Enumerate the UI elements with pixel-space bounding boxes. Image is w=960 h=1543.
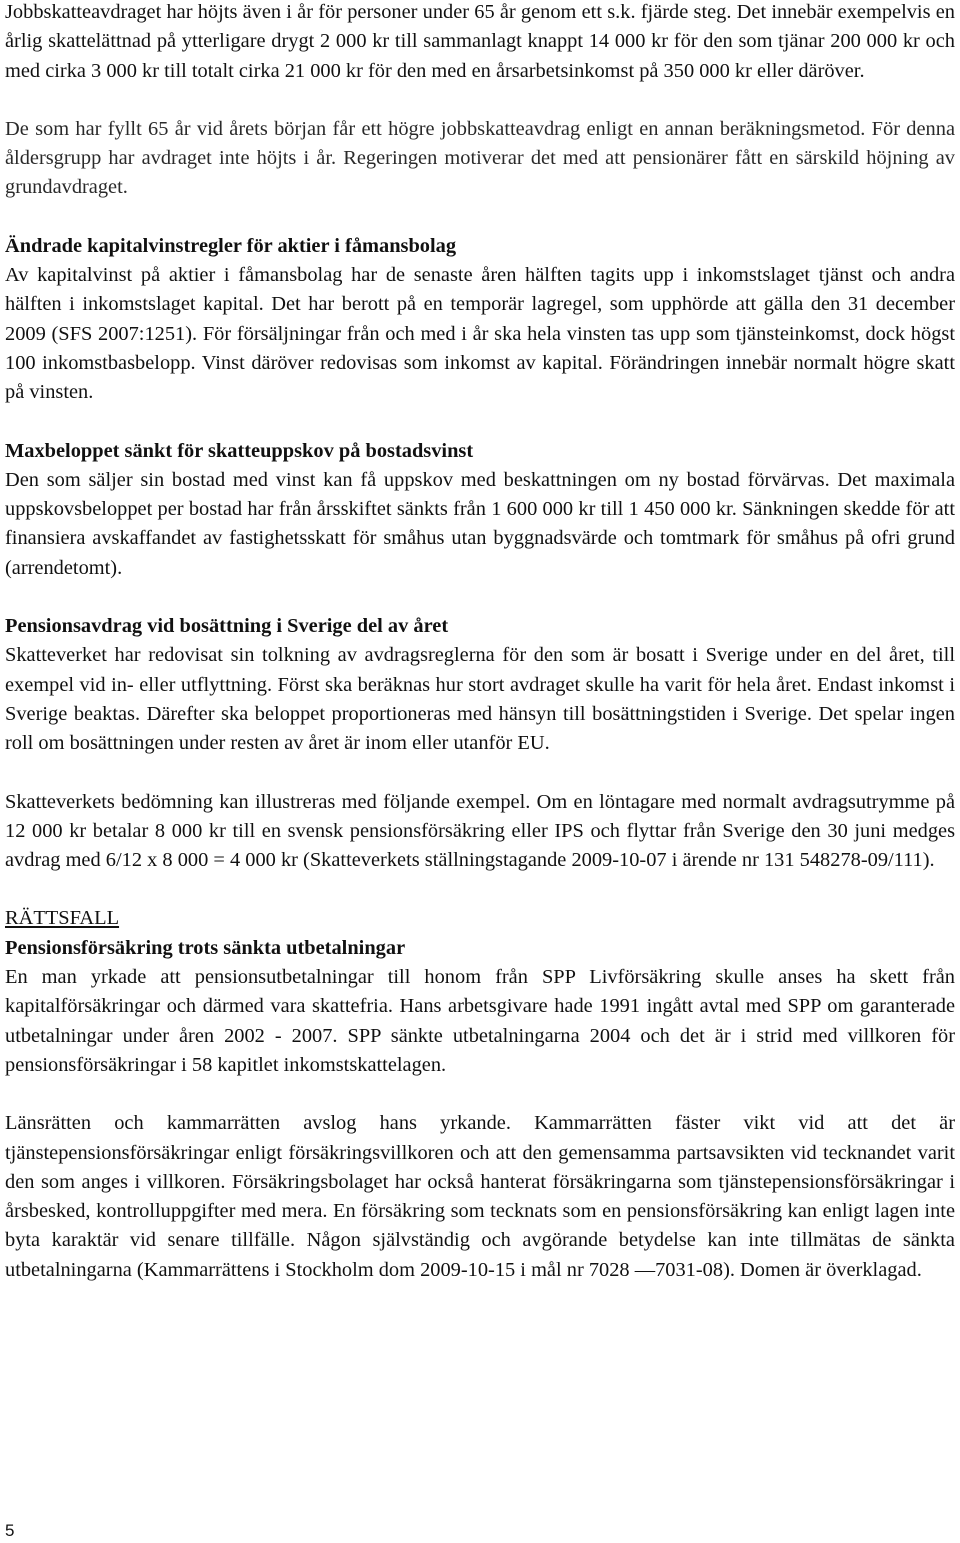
paragraph-over-65: De som har fyllt 65 år vid årets början får ett högre jobbskatteavdrag enligt en annan beräkningsmetod. För denna åldersgrupp har avdraget inte höjts i år. Regeringen motiverar det med att pensionärer fått en särskild höjning av grundavdraget. (5, 117, 955, 199)
section-rattsfall (5, 904, 955, 1080)
document-page (5, 0, 955, 1285)
section-maxbelopp (5, 437, 955, 583)
section-body: Skatteverket har redovisat sin tolkning av avdragsreglerna för den som är bosatt i Sverige under en del året, till exempel vid in- eller utflyttning. Först ska beräknas hur stort avdraget skulle ha varit för hela året. Endast inkomst i Sverige beaktas. Därefter ska beloppet proportioneras med hänsyn till bosättningstiden i Sverige. Det spelar ingen roll om bosättningen under resten av året är inom eller utanför EU. (5, 644, 955, 755)
section-heading: Maxbeloppet sänkt för skatteuppskov på bostadsvinst (5, 439, 474, 462)
paragraph-lansratten: Länsrätten och kammarrätten avslog hans yrkande. Kammarrätten fäster vikt vid att det är tjänstepensionsförsäkringar enligt försäkringsvillkoren och att den gemensamma partsavsikten vid tecknandet varit den som anges i villkoren. Försäkringsbolaget har också hanterat försäkringarna som tjänstepensionsförsäkringar i årsbesked, kontrolluppgifter med mera. En försäkring som tecknats som en pensionsförsäkring kan enligt lagen inte byta karaktär vid senare tillfälle. Någon självständig och avgörande betydelse kan inte tillmätas de sänkta utbetalningarna (Kammarrättens i Stockholm dom 2009-10-15 i mål nr 7028 —7031-08). Domen är överklagad. (5, 1112, 955, 1281)
section-kapitalvinstregler (5, 232, 955, 408)
rattsfall-label: RÄTTSFALL (5, 907, 120, 930)
section-heading: Pensionsavdrag vid bosättning i Sverige del av året (5, 615, 449, 638)
section-body: En man yrkade att pensionsutbetalningar till honom från SPP Livförsäkring skulle anses ha skett från kapitalförsäkringar och därmed vara skattefria. Hans arbetsgivare hade 1991 ingått avtal med SPP om garanterade utbetalningar under åren 2002 - 2007. SPP sänkte utbetalningarna 2004 och det är i strid med villkoren för pensionsförsäkringar i 58 kapitlet inkomstskattelagen. (5, 966, 955, 1076)
section-pensionsavdrag (5, 612, 955, 758)
section-body: Av kapitalvinst på aktier i fåmansbolag har de senaste åren hälften tagits upp i inkomstslaget tjänst och andra hälften i inkomstslaget kapital. Det har berott på en temporär lagregel, som upphörde att gälla den 31 december 2009 (SFS 2007:1251). För försäljningar från och med i år ska hela vinsten tas upp som tjänsteinkomst, dock högst 100 inkomstbasbelopp. Vinst däröver redovisas som inkomst av kapital. Förändringen innebär normalt högre skatt på vinsten. (5, 264, 955, 404)
section-heading: Pensionsförsäkring trots sänkta utbetalningar (5, 936, 406, 959)
section-heading: Ändrade kapitalvinstregler för aktier i fåmansbolag (5, 234, 457, 257)
page-number: 5 (5, 1521, 15, 1540)
paragraph-exempel: Skatteverkets bedömning kan illustreras med följande exempel. Om en löntagare med normalt avdragsutrymme på 12 000 kr betalar 8 000 kr till en svensk pensionsförsäkring eller IPS och flyttar från Sverige den 30 juni medges avdrag med 6/12 x 8 000 = 4 000 kr (Skatteverkets ställningstagande 2009-10-07 i ärende nr 131 548278-09/111). (5, 790, 955, 872)
section-body: Den som säljer sin bostad med vinst kan få uppskov med beskattningen om ny bostad förvärvas. Det maximala uppskovsbeloppet per bostad har från årsskiftet sänkts från 1 600 000 kr till 1 450 000 kr. Sänkningen skedde för att finansiera avskaffandet av fastighetsskatt för småhus utan byggnadsvärde och tomtmark för småhus på ofri grund (arrendetomt). (5, 468, 955, 579)
paragraph-jobbskatteavdrag: Jobbskatteavdraget har höjts även i år för personer under 65 år genom ett s.k. fjärde steg. Det innebär exempelvis en årlig skattelättnad på ytterligare drygt 2 000 kr till sammanlagt knappt 14 000 kr för den som tjänar 200 000 kr och med cirka 3 000 kr till totalt cirka 21 000 kr för den med en årsarbetsinkomst på 350 000 kr eller däröver. (5, 1, 955, 82)
